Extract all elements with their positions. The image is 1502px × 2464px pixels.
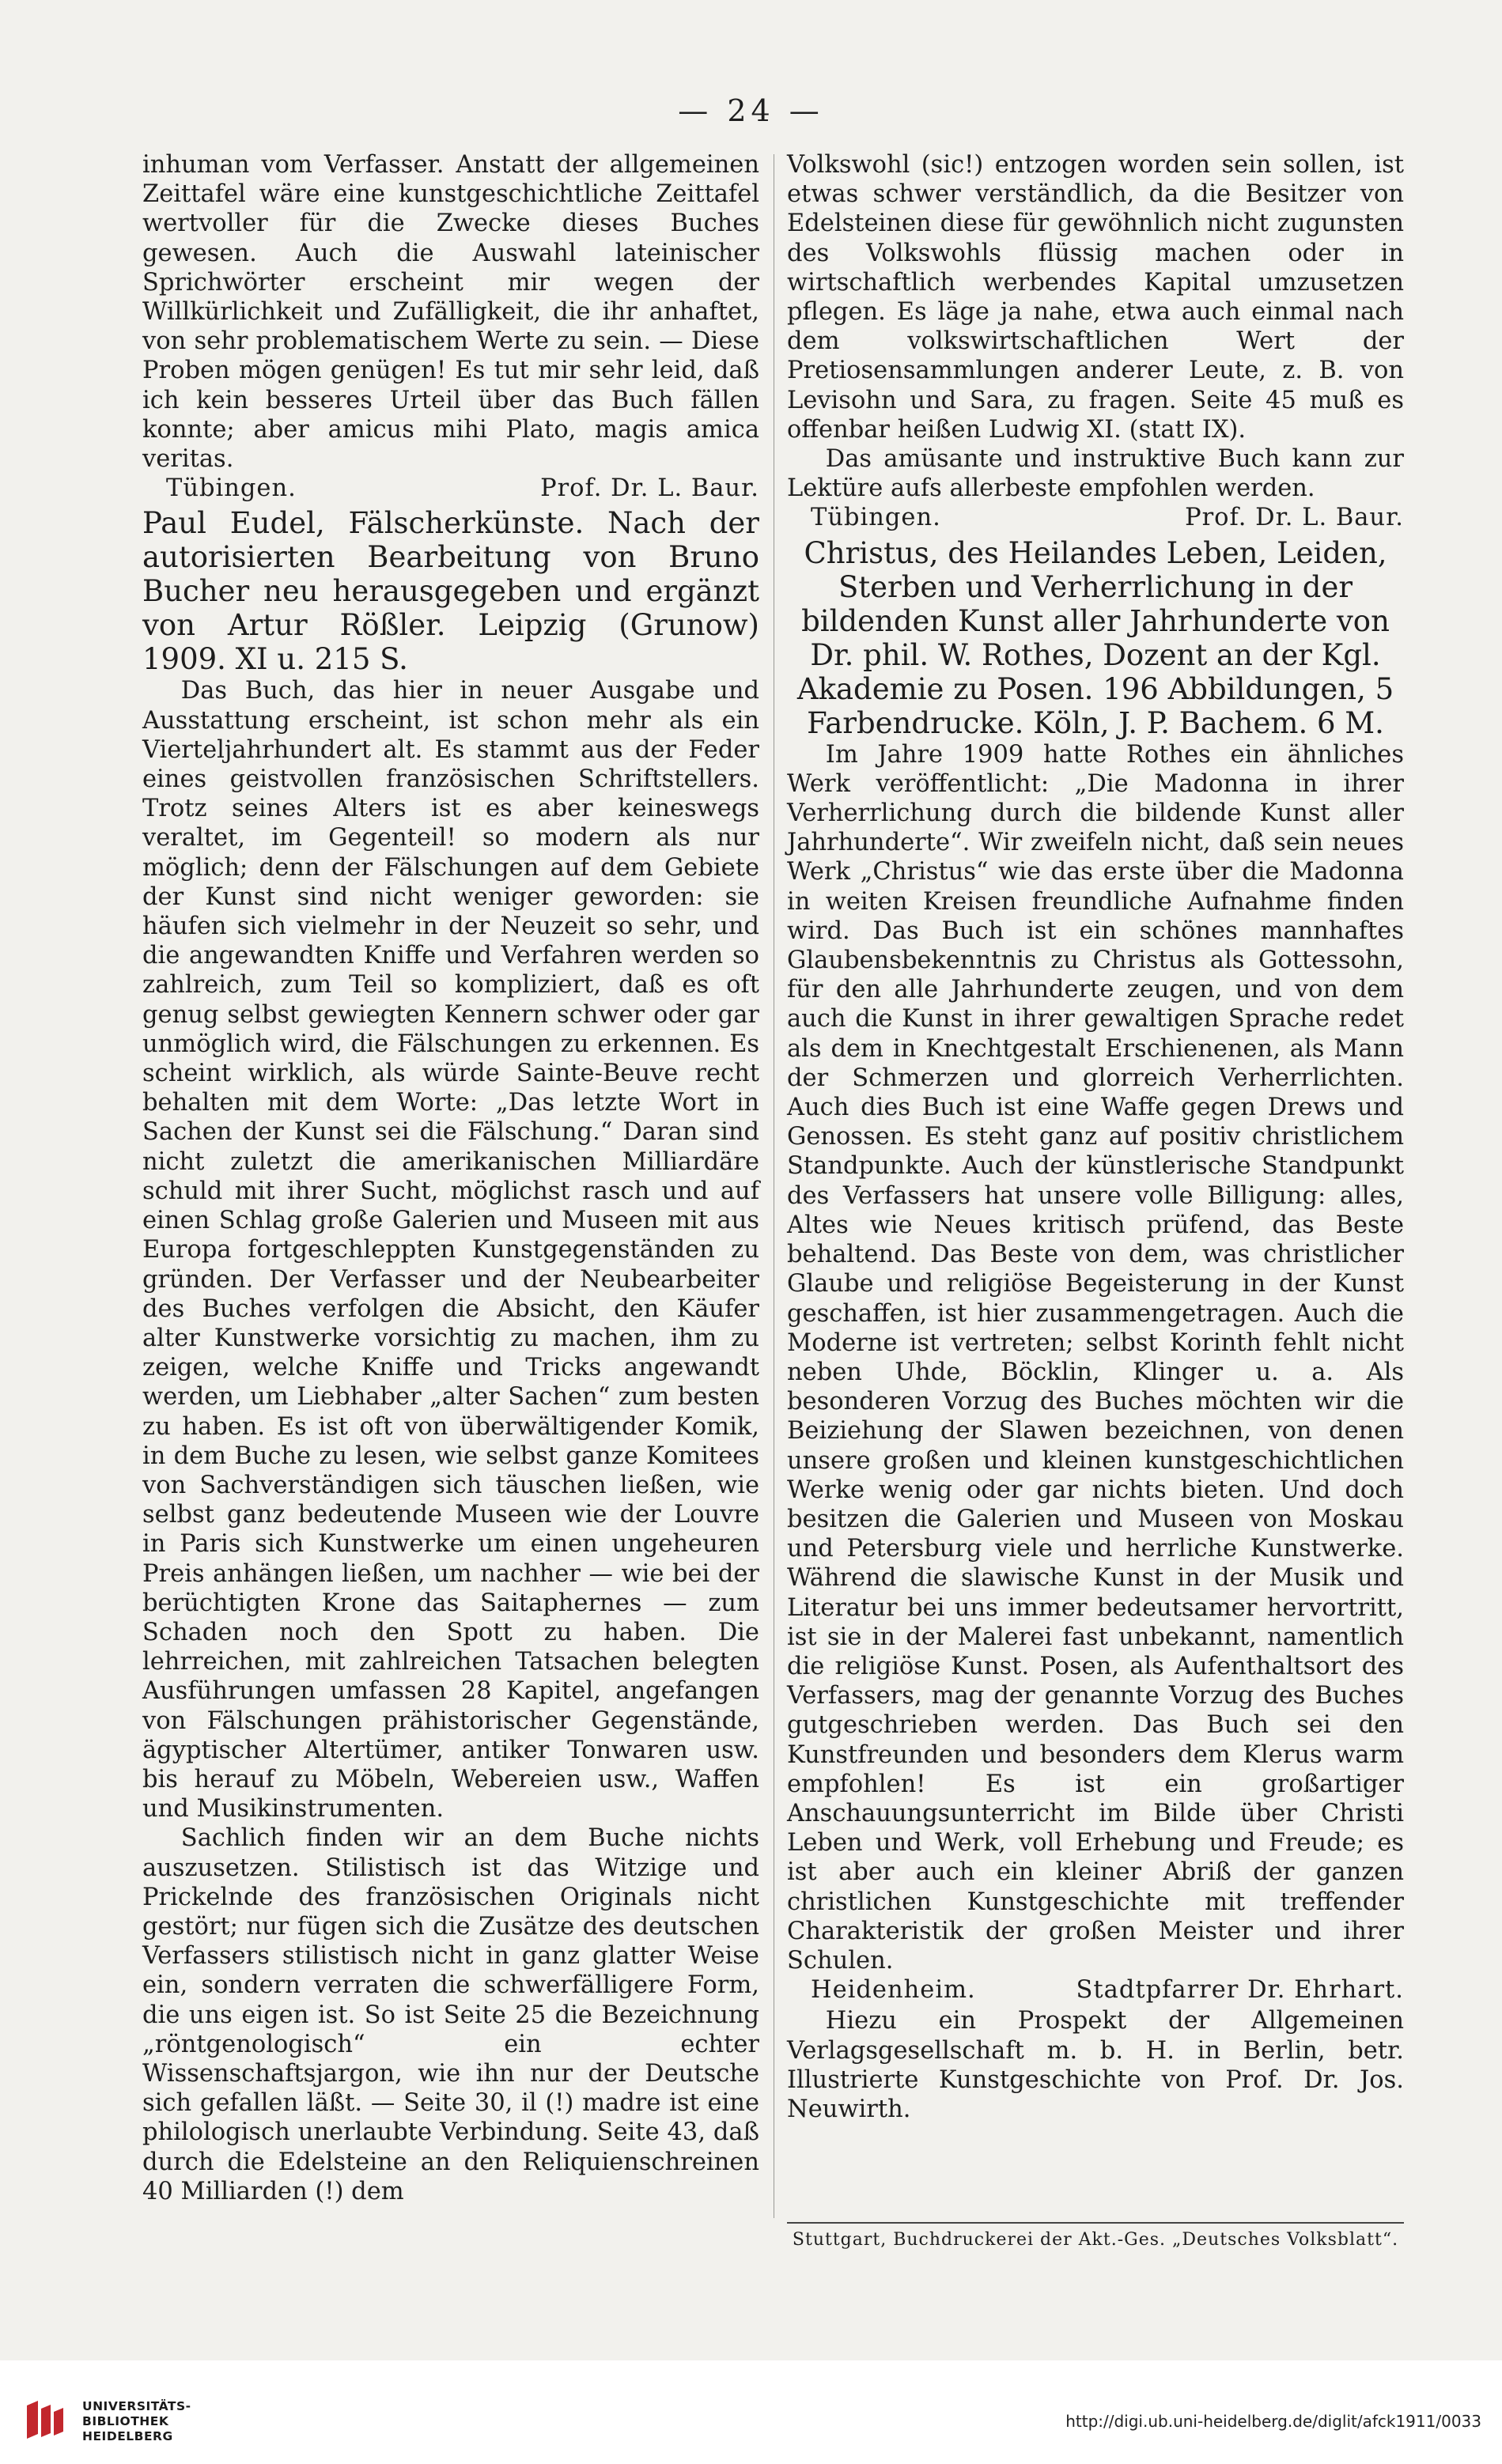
printer-imprint: Stuttgart, Buchdruckerei der Akt.-Ges. „Deutsches Volksblatt“. [792, 2230, 1399, 2250]
signature-place: Heidenheim. [811, 1976, 976, 2005]
review-signature [787, 503, 1404, 532]
review-paragraph: Sachlich finden wir an dem Buche nichts auszusetzen. Stilistisch ist das Witzige und Prickelnde des französischen Originals nicht gestört; nur fügen sich die Zusätze des deutschen Verfassers stilistisch nicht in ganz glatter Weise ein, sondern verraten die schwerfälligere Form, die uns eigen ist. So ist Seite 25 die Bezeichnung „röntgenologisch“ ein echter Wissenschaftsjargon, wie ihn nur der Deutsche sich gefallen läßt. — Seite 30, il (!) madre ist eine philologisch unerlaubte Verbindung. Seite 43, daß durch die Edelsteine an den Reliquienschreinen 40 Milliarden (!) dem [142, 1824, 759, 2205]
review-signature [787, 1975, 1404, 2005]
library-name[interactable] [82, 2399, 191, 2444]
signature-author: Prof. Dr. L. Baur. [1185, 504, 1404, 532]
prospectus-notice: Hiezu ein Prospekt der Allgemeinen Verlagsgesellschaft m. b. H. in Berlin, betr. Illustrierte Kunstgeschichte von Prof. Dr. Jos. Neuwirth. [787, 2007, 1404, 2123]
page-number: — 24 — [678, 93, 824, 128]
book-entry-title: Christus, des Heilandes Leben, Leiden, Sterben und Verherrlichung in der bildenden Kunst aller Jahrhunderte von Dr. phil. W. Rothes, Dozent an der Kgl. Akademie zu Posen. 196 Abbildungen, 5 Farbendrucke. Köln, J. P. Bachem. 6 M. [796, 535, 1394, 740]
right-column [787, 150, 1404, 2124]
review-signature [142, 474, 759, 503]
review-paragraph: Volkswohl (sic!) entzogen worden sein sollen, ist etwas schwer verständlich, da die Besitzer von Edelsteinen diese für gewöhnlich nicht zugunsten des Volkswohls flüssig machen oder in wirtschaftlich werbendes Kapital umzusetzen pflegen. Es läge ja nahe, etwa auch einmal nach dem volkswirtschaftlichen Wert der Pretiosensammlungen anderer Leute, z. B. von Levisohn und Sara, zu fragen. Seite 45 muß es offenbar heißen Ludwig XI. (statt IX). [787, 151, 1404, 444]
review-paragraph: Das Buch, das hier in neuer Ausgabe und Ausstattung erscheint, ist schon mehr als ein Vierteljahrhundert alt. Es stammt aus der Feder eines geistvollen französischen Schriftstellers. Trotz seines Alters ist es aber keineswegs veraltet, im Gegenteil! so modern als nur möglich; denn der Fälschungen auf dem Gebiete der Kunst sind nicht weniger geworden: sie häufen sich vielmehr in der Neuzeit so sehr, und die angewandten Kniffe und Verfahren werden so zahlreich, zum Teil so kompliziert, daß es oft genug selbst gewiegten Kennern schwer oder gar unmöglich wird, die Fälschungen zu erkennen. Es scheint wirklich, als würde Sainte-Beuve recht behalten mit dem Worte: „Das letzte Wort in Sachen der Kunst sei die Fälschung.“ Daran sind nicht zuletzt die amerikanischen Milliardäre schuld mit ihrer Sucht, möglichst rasch und auf einen Schlag große Galerien und Museen mit aus Europa fortgeschleppten Kunstgegenständen zu gründen. Der Verfasser und der Neubearbeiter des Buches verfolgen die Absicht, den Käufer alter Kunstwerke vorsichtig zu machen, ihm zu zeigen, welche Kniffe und Tricks angewandt werden, um Liebhaber „alter Sachen“ zum besten zu haben. Es ist oft von überwältigender Komik, in dem Buche zu lesen, wie selbst ganze Komitees von Sachverständigen sich täuschen ließen, wie selbst ganz bedeutende Museen wie der Louvre in Paris sich Kunstwerke um einen ungeheuren Preis anhängen ließen, um nachher — wie bei der berüchtigten Krone das Saitaphernes — zum Schaden noch den Spott zu haben. Die lehrreichen, mit zahlreichen Tatsachen belegten Ausführungen umfassen 28 Kapitel, angefangen von Fälschungen prähistorischer Gegenstände, ägyptischer Altertümer, antiker Tonwaren usw. bis herauf zu Möbeln, Webereien usw., Waffen und Musikinstrumenten. [142, 677, 759, 1823]
review-paragraph: Im Jahre 1909 hatte Rothes ein ähnliches Werk veröffentlicht: „Die Madonna in ihrer Verherrlichung durch die bildende Kunst aller Jahrhunderte“. Wir zweifeln nicht, daß sein neues Werk „Christus“ wie das erste über die Madonna in weiten Kreisen freundliche Aufnahme finden wird. Das Buch ist ein schönes mannhaftes Glaubensbekenntnis zu Christus als Gottessohn, für den alle Jahrhunderte zeugen, und von dem auch die Kunst in ihrer gewaltigen Sprache redet als dem in Knechtgestalt Erschienenen, als Mann der Schmerzen und glorreich Verherrlichten. Auch dies Buch ist eine Waffe gegen Drews und Genossen. Es steht ganz auf positiv christlichem Standpunkte. Auch der künstlerische Standpunkt des Verfassers hat unsere volle Billigung: alles, Altes wie Neues kritisch prüfend, das Beste behaltend. Das Beste von dem, was christlicher Glaube und religiöse Begeisterung in der Kunst geschaffen, ist hier zusammengetragen. Auch die Moderne ist vertreten; selbst Korinth fehlt nicht neben Uhde, Böcklin, Klinger u. a. Als besonderen Vorzug des Buches möchten wir die Beiziehung der Slawen bezeichnen, von denen unsere großen und kleinen kunstgeschichtlichen Werke wenig oder gar nichts bieten. Und doch besitzen die Galerien und Museen von Moskau und Petersburg viele und herrliche Kunstwerke. Während die slawische Kunst in der Musik und Literatur bei uns immer bedeutsamer hervortritt, ist sie in der Malerei fast unbekannt, namentlich die religiöse Kunst. Posen, als Aufenthaltsort des Verfassers, mag der genannte Vorzug des Buches gutgeschrieben werden. Das Buch sei den Kunstfreunden und besonders dem Klerus warm empfohlen! Es ist ein großartiger Anschauungsunterricht im Bilde über Christi Leben und Werk, voll Erhebung und Freude; es ist aber auch ein kleiner Abriß der ganzen christlichen Kunstgeschichte mit treffender Charakteristik der großen Meister und ihrer Schulen. [787, 740, 1404, 1975]
signature-author: Prof. Dr. L. Baur. [540, 474, 759, 503]
left-column [142, 150, 759, 2206]
signature-place: Tübingen. [166, 474, 297, 503]
book-entry-title: Paul Eudel, Fälscherkünste. Nach der autorisierten Bearbeitung von Bruno Bucher neu herausgegeben und ergänzt von Artur Rößler. Leipzig (Grunow) 1909. XI u. 215 S. [142, 506, 759, 677]
signature-place: Tübingen. [811, 504, 941, 532]
review-paragraph: Das amüsante und instruktive Buch kann zur Lektüre aufs allerbeste empfohlen werden. [787, 445, 1404, 503]
document-url-link[interactable]: http://digi.ub.uni-heidelberg.de/diglit/afck1911/0033 [1065, 2412, 1481, 2431]
signature-author: Stadtpfarrer Dr. Ehrhart. [1076, 1976, 1404, 2005]
footer-rule [787, 2222, 1404, 2224]
review-paragraph: inhuman vom Verfasser. Anstatt der allgemeinen Zeittafel wäre eine kunstgeschichtliche Zeittafel wertvoller für die Zwecke dieses Buches gewesen. Auch die Auswahl lateinischer Sprichwörter erscheint mir wegen der Willkürlichkeit und Zufälligkeit, die ihr anhaftet, von sehr problematischem Werte zu sein. — Diese Proben mögen genügen! Es tut mir sehr leid, daß ich kein besseres Urteil über das Buch fällen konnte; aber amicus mihi Plato, magis amica veritas. [142, 151, 759, 474]
library-name-line: BIBLIOTHEK [82, 2414, 169, 2428]
library-logo-icon[interactable] [22, 2398, 68, 2443]
library-name-line: HEIDELBERG [82, 2429, 173, 2443]
library-name-line: UNIVERSITÄTS- [82, 2399, 191, 2413]
